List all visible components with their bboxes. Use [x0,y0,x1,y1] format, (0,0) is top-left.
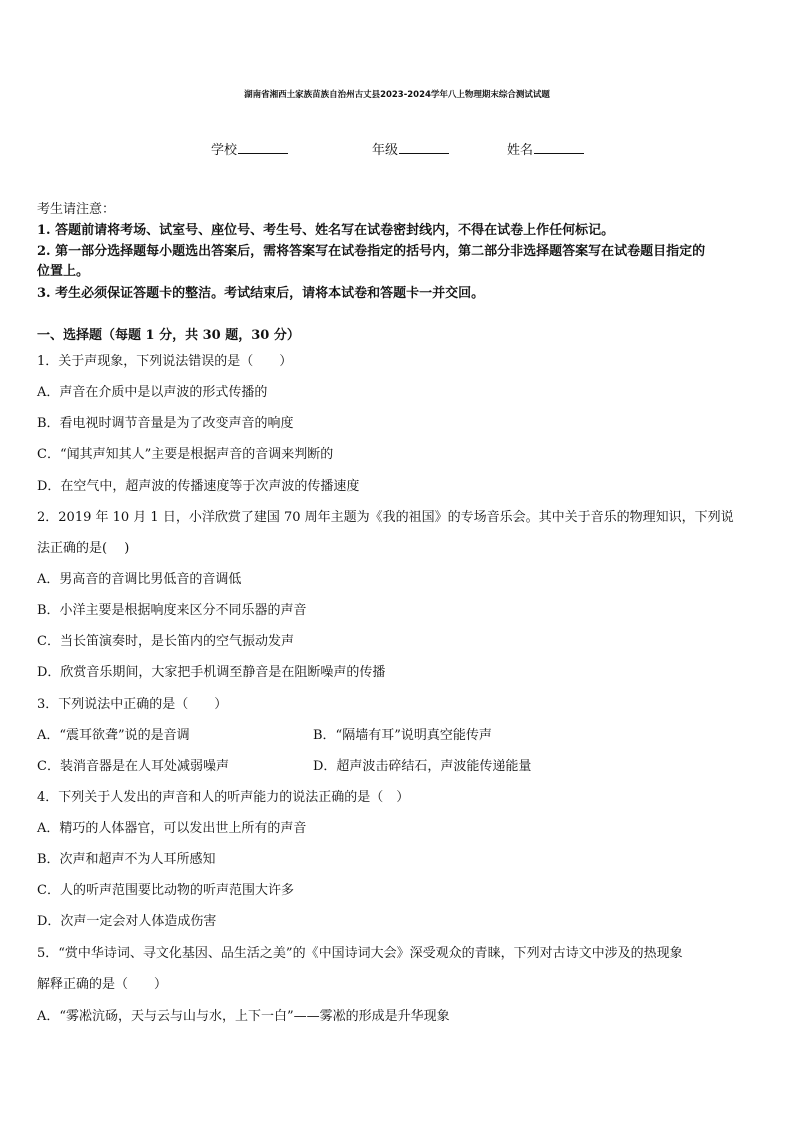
school-label: 学校 [211,143,238,158]
question-4-option-a: A．精巧的人体器官，可以发出世上所有的声音 [37,821,307,836]
student-info-row [0,139,794,159]
notice-heading: 考生请注意： [37,202,116,217]
exam-title: 湖南省湘西土家族苗族自治州古丈县2023-2024学年八上物理期末综合测试试题 [244,90,550,100]
section-heading: 一、选择题（每题 1 分，共 30 题，30 分） [37,328,300,343]
question-3-option-c: C．装消音器是在人耳处减弱噪声 [37,759,229,774]
notice-item: 3. 考生必须保证答题卡的整洁。考试结束后，请将本试卷和答题卡一并交回。 [37,286,485,301]
name-field [507,139,584,158]
question-2-stem-cont: 法正确的是( ) [37,541,130,556]
question-2-option-d: D．欣赏音乐期间，大家把手机调至静音是在阻断噪声的传播 [37,665,386,680]
question-2-stem: 2．2019 年 10 月 1 日，小洋欣赏了建国 70 周年主题为《我的祖国》的专场音乐会。其中关于音乐的物理知识，下列说 [37,510,734,525]
grade-label: 年级 [372,143,399,158]
question-3-option-a: A．“震耳欲聋”说的是音调 [37,728,190,743]
question-4-option-c: C．人的听声范围要比动物的听声范围大许多 [37,883,294,898]
school-blank [238,140,288,154]
question-1-option-b: B．看电视时调节音量是为了改变声音的响度 [37,416,294,431]
question-1-option-a: A．声音在介质中是以声波的形式传播的 [37,385,268,400]
question-3-stem: 3．下列说法中正确的是（ ） [37,697,228,712]
question-2-option-a: A．男高音的音调比男低音的音调低 [37,572,242,587]
question-1-option-d: D．在空气中，超声波的传播速度等于次声波的传播速度 [37,479,360,494]
notice-item: 2. 第一部分选择题每小题选出答案后，需将答案写在试卷指定的括号内，第二部分非选择题答案写在试卷题目指定的 [37,244,706,259]
grade-blank [399,140,449,154]
question-2-option-b: B．小洋主要是根据响度来区分不同乐器的声音 [37,603,307,618]
question-4-option-b: B．次声和超声不为人耳所感知 [37,852,216,867]
grade-field [372,139,449,158]
question-5-stem: 5．“赏中华诗词、寻文化基因、品生活之美”的《中国诗词大会》深受观众的青睐，下列对古诗文中涉及的热现象 [37,946,683,961]
question-2-option-c: C．当长笛演奏时，是长笛内的空气振动发声 [37,634,294,649]
question-1-stem: 1．关于声现象，下列说法错误的是（ ） [37,354,293,369]
name-label: 姓名 [507,143,534,158]
name-blank [534,140,584,154]
notice-item: 位置上。 [37,264,90,279]
notice-item: 1. 答题前请将考场、试室号、座位号、考生号、姓名写在试卷密封线内，不得在试卷上作任何标记。 [37,223,615,238]
school-field [211,139,288,158]
question-5-stem-cont: 解释正确的是（ ） [37,977,168,992]
question-3-option-d: D．超声波击碎结石，声波能传递能量 [313,759,532,774]
question-3-option-b: B．“隔墙有耳”说明真空能传声 [313,728,492,743]
question-4-option-d: D．次声一定会对人体造成伤害 [37,914,217,929]
question-1-option-c: C．“闻其声知其人”主要是根据声音的音调来判断的 [37,447,334,462]
question-5-option-a: A．“雾凇沆砀，天与云与山与水，上下一白”——雾凇的形成是升华现象 [37,1009,450,1024]
question-4-stem: 4．下列关于人发出的声音和人的听声能力的说法正确的是（ ） [37,790,410,805]
